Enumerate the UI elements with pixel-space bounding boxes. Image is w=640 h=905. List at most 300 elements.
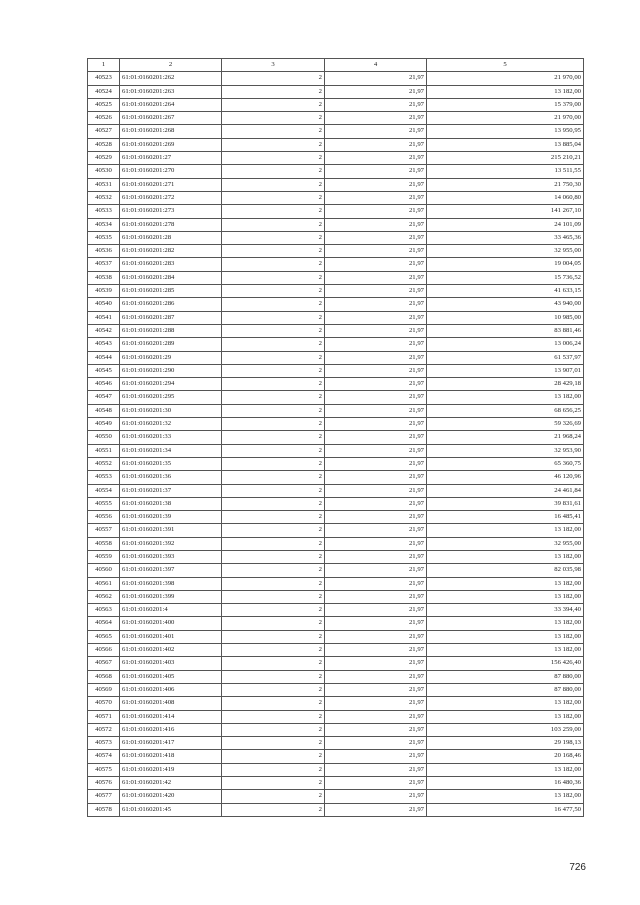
value-cell: 15 736,52 xyxy=(427,271,584,284)
table-row xyxy=(88,723,584,736)
rate-cell: 21,97 xyxy=(325,378,427,391)
cadastral-number-cell: 61:01:0160201:288 xyxy=(120,324,222,337)
value-cell: 13 511,55 xyxy=(427,165,584,178)
row-number-cell: 40559 xyxy=(88,550,120,563)
row-number-cell: 40562 xyxy=(88,590,120,603)
table-row xyxy=(88,231,584,244)
rate-cell: 21,97 xyxy=(325,577,427,590)
row-number-cell: 40556 xyxy=(88,511,120,524)
row-number-cell: 40568 xyxy=(88,670,120,683)
category-cell: 2 xyxy=(222,165,325,178)
rate-cell: 21,97 xyxy=(325,298,427,311)
value-cell: 24 101,09 xyxy=(427,218,584,231)
table-row xyxy=(88,311,584,324)
category-cell: 2 xyxy=(222,457,325,470)
row-number-cell: 40525 xyxy=(88,98,120,111)
cadastral-number-cell: 61:01:0160201:267 xyxy=(120,112,222,125)
table-row xyxy=(88,258,584,271)
cadastral-number-cell: 61:01:0160201:289 xyxy=(120,338,222,351)
row-number-cell: 40575 xyxy=(88,763,120,776)
table-body xyxy=(88,59,584,817)
table-row xyxy=(88,577,584,590)
value-cell: 13 182,00 xyxy=(427,697,584,710)
category-cell: 2 xyxy=(222,803,325,816)
rate-cell: 21,97 xyxy=(325,723,427,736)
header-cell: 1 xyxy=(88,59,120,72)
category-cell: 2 xyxy=(222,670,325,683)
value-cell: 21 970,00 xyxy=(427,72,584,85)
row-number-cell: 40551 xyxy=(88,444,120,457)
category-cell: 2 xyxy=(222,85,325,98)
rate-cell: 21,97 xyxy=(325,444,427,457)
rate-cell: 21,97 xyxy=(325,617,427,630)
cadastral-number-cell: 61:01:0160201:391 xyxy=(120,524,222,537)
value-cell: 13 885,04 xyxy=(427,138,584,151)
row-number-cell: 40558 xyxy=(88,537,120,550)
cadastral-number-cell: 61:01:0160201:290 xyxy=(120,364,222,377)
cadastral-number-cell: 61:01:0160201:282 xyxy=(120,245,222,258)
category-cell: 2 xyxy=(222,404,325,417)
table-row xyxy=(88,777,584,790)
value-cell: 21 968,24 xyxy=(427,431,584,444)
table-row xyxy=(88,404,584,417)
table-row xyxy=(88,803,584,816)
category-cell: 2 xyxy=(222,245,325,258)
row-number-cell: 40534 xyxy=(88,218,120,231)
category-cell: 2 xyxy=(222,550,325,563)
cadastral-number-cell: 61:01:0160201:294 xyxy=(120,378,222,391)
value-cell: 43 940,00 xyxy=(427,298,584,311)
category-cell: 2 xyxy=(222,564,325,577)
rate-cell: 21,97 xyxy=(325,418,427,431)
rate-cell: 21,97 xyxy=(325,683,427,696)
category-cell: 2 xyxy=(222,630,325,643)
rate-cell: 21,97 xyxy=(325,231,427,244)
row-number-cell: 40540 xyxy=(88,298,120,311)
row-number-cell: 40544 xyxy=(88,351,120,364)
table-row xyxy=(88,444,584,457)
rate-cell: 21,97 xyxy=(325,524,427,537)
table-row xyxy=(88,604,584,617)
table-row xyxy=(88,125,584,138)
category-cell: 2 xyxy=(222,258,325,271)
category-cell: 2 xyxy=(222,391,325,404)
row-number-cell: 40571 xyxy=(88,710,120,723)
cadastral-number-cell: 61:01:0160201:414 xyxy=(120,710,222,723)
rate-cell: 21,97 xyxy=(325,497,427,510)
cadastral-number-cell: 61:01:0160201:4 xyxy=(120,604,222,617)
row-number-cell: 40564 xyxy=(88,617,120,630)
table-row xyxy=(88,351,584,364)
table-row xyxy=(88,484,584,497)
rate-cell: 21,97 xyxy=(325,471,427,484)
table-row xyxy=(88,710,584,723)
cadastral-number-cell: 61:01:0160201:38 xyxy=(120,497,222,510)
value-cell: 20 168,46 xyxy=(427,750,584,763)
row-number-cell: 40555 xyxy=(88,497,120,510)
rate-cell: 21,97 xyxy=(325,205,427,218)
category-cell: 2 xyxy=(222,777,325,790)
rate-cell: 21,97 xyxy=(325,511,427,524)
header-cell: 2 xyxy=(120,59,222,72)
category-cell: 2 xyxy=(222,577,325,590)
value-cell: 215 210,21 xyxy=(427,152,584,165)
cadastral-number-cell: 61:01:0160201:262 xyxy=(120,72,222,85)
table-row xyxy=(88,191,584,204)
table-row xyxy=(88,790,584,803)
cadastral-number-cell: 61:01:0160201:406 xyxy=(120,683,222,696)
row-number-cell: 40570 xyxy=(88,697,120,710)
row-number-cell: 40567 xyxy=(88,657,120,670)
value-cell: 16 477,50 xyxy=(427,803,584,816)
category-cell: 2 xyxy=(222,138,325,151)
cadastral-number-cell: 61:01:0160201:402 xyxy=(120,644,222,657)
row-number-cell: 40563 xyxy=(88,604,120,617)
row-number-cell: 40566 xyxy=(88,644,120,657)
row-number-cell: 40523 xyxy=(88,72,120,85)
row-number-cell: 40533 xyxy=(88,205,120,218)
table-row xyxy=(88,218,584,231)
table-row xyxy=(88,630,584,643)
table-row xyxy=(88,298,584,311)
table-row xyxy=(88,271,584,284)
rate-cell: 21,97 xyxy=(325,564,427,577)
rate-cell: 21,97 xyxy=(325,72,427,85)
cadastral-number-cell: 61:01:0160201:30 xyxy=(120,404,222,417)
row-number-cell: 40549 xyxy=(88,418,120,431)
rate-cell: 21,97 xyxy=(325,644,427,657)
category-cell: 2 xyxy=(222,364,325,377)
cadastral-number-cell: 61:01:0160201:269 xyxy=(120,138,222,151)
value-cell: 13 907,01 xyxy=(427,364,584,377)
row-number-cell: 40535 xyxy=(88,231,120,244)
table-row xyxy=(88,205,584,218)
row-number-cell: 40561 xyxy=(88,577,120,590)
cadastral-number-cell: 61:01:0160201:408 xyxy=(120,697,222,710)
value-cell: 39 831,61 xyxy=(427,497,584,510)
value-cell: 28 429,18 xyxy=(427,378,584,391)
rate-cell: 21,97 xyxy=(325,790,427,803)
category-cell: 2 xyxy=(222,152,325,165)
rate-cell: 21,97 xyxy=(325,311,427,324)
row-number-cell: 40548 xyxy=(88,404,120,417)
value-cell: 13 182,00 xyxy=(427,85,584,98)
category-cell: 2 xyxy=(222,298,325,311)
header-row xyxy=(88,59,584,72)
cadastral-number-cell: 61:01:0160201:42 xyxy=(120,777,222,790)
category-cell: 2 xyxy=(222,218,325,231)
value-cell: 46 120,96 xyxy=(427,471,584,484)
row-number-cell: 40565 xyxy=(88,630,120,643)
category-cell: 2 xyxy=(222,431,325,444)
rate-cell: 21,97 xyxy=(325,258,427,271)
category-cell: 2 xyxy=(222,125,325,138)
table-row xyxy=(88,670,584,683)
cadastral-number-cell: 61:01:0160201:418 xyxy=(120,750,222,763)
cadastral-number-cell: 61:01:0160201:29 xyxy=(120,351,222,364)
row-number-cell: 40541 xyxy=(88,311,120,324)
category-cell: 2 xyxy=(222,737,325,750)
category-cell: 2 xyxy=(222,311,325,324)
table-row xyxy=(88,683,584,696)
rate-cell: 21,97 xyxy=(325,191,427,204)
category-cell: 2 xyxy=(222,418,325,431)
row-number-cell: 40526 xyxy=(88,112,120,125)
category-cell: 2 xyxy=(222,790,325,803)
table-row xyxy=(88,98,584,111)
rate-cell: 21,97 xyxy=(325,138,427,151)
table-row xyxy=(88,511,584,524)
category-cell: 2 xyxy=(222,537,325,550)
cadastral-number-cell: 61:01:0160201:400 xyxy=(120,617,222,630)
category-cell: 2 xyxy=(222,710,325,723)
rate-cell: 21,97 xyxy=(325,630,427,643)
row-number-cell: 40550 xyxy=(88,431,120,444)
value-cell: 10 985,00 xyxy=(427,311,584,324)
value-cell: 13 182,00 xyxy=(427,550,584,563)
data-table xyxy=(87,58,584,817)
rate-cell: 21,97 xyxy=(325,657,427,670)
rate-cell: 21,97 xyxy=(325,285,427,298)
table-row xyxy=(88,431,584,444)
rate-cell: 21,97 xyxy=(325,604,427,617)
value-cell: 87 880,00 xyxy=(427,670,584,683)
category-cell: 2 xyxy=(222,444,325,457)
table-row xyxy=(88,285,584,298)
row-number-cell: 40538 xyxy=(88,271,120,284)
row-number-cell: 40572 xyxy=(88,723,120,736)
row-number-cell: 40552 xyxy=(88,457,120,470)
value-cell: 82 035,98 xyxy=(427,564,584,577)
value-cell: 13 006,24 xyxy=(427,338,584,351)
rate-cell: 21,97 xyxy=(325,112,427,125)
row-number-cell: 40546 xyxy=(88,378,120,391)
row-number-cell: 40531 xyxy=(88,178,120,191)
value-cell: 61 537,97 xyxy=(427,351,584,364)
table-row xyxy=(88,537,584,550)
table-row xyxy=(88,391,584,404)
rate-cell: 21,97 xyxy=(325,484,427,497)
table-row xyxy=(88,112,584,125)
category-cell: 2 xyxy=(222,697,325,710)
category-cell: 2 xyxy=(222,471,325,484)
category-cell: 2 xyxy=(222,205,325,218)
value-cell: 14 060,80 xyxy=(427,191,584,204)
cadastral-number-cell: 61:01:0160201:419 xyxy=(120,763,222,776)
row-number-cell: 40573 xyxy=(88,737,120,750)
category-cell: 2 xyxy=(222,723,325,736)
row-number-cell: 40547 xyxy=(88,391,120,404)
cadastral-number-cell: 61:01:0160201:270 xyxy=(120,165,222,178)
value-cell: 141 267,10 xyxy=(427,205,584,218)
cadastral-number-cell: 61:01:0160201:295 xyxy=(120,391,222,404)
cadastral-number-cell: 61:01:0160201:27 xyxy=(120,152,222,165)
rate-cell: 21,97 xyxy=(325,537,427,550)
category-cell: 2 xyxy=(222,484,325,497)
value-cell: 13 182,00 xyxy=(427,617,584,630)
category-cell: 2 xyxy=(222,750,325,763)
rate-cell: 21,97 xyxy=(325,763,427,776)
cadastral-number-cell: 61:01:0160201:417 xyxy=(120,737,222,750)
table-row xyxy=(88,590,584,603)
value-cell: 13 182,00 xyxy=(427,524,584,537)
value-cell: 83 881,46 xyxy=(427,324,584,337)
category-cell: 2 xyxy=(222,617,325,630)
cadastral-number-cell: 61:01:0160201:37 xyxy=(120,484,222,497)
cadastral-number-cell: 61:01:0160201:28 xyxy=(120,231,222,244)
table-row xyxy=(88,657,584,670)
rate-cell: 21,97 xyxy=(325,550,427,563)
cadastral-number-cell: 61:01:0160201:416 xyxy=(120,723,222,736)
rate-cell: 21,97 xyxy=(325,777,427,790)
value-cell: 68 656,25 xyxy=(427,404,584,417)
cadastral-number-cell: 61:01:0160201:271 xyxy=(120,178,222,191)
rate-cell: 21,97 xyxy=(325,351,427,364)
table-row xyxy=(88,152,584,165)
value-cell: 16 480,36 xyxy=(427,777,584,790)
header-cell: 3 xyxy=(222,59,325,72)
category-cell: 2 xyxy=(222,351,325,364)
cadastral-number-cell: 61:01:0160201:268 xyxy=(120,125,222,138)
rate-cell: 21,97 xyxy=(325,431,427,444)
value-cell: 32 955,00 xyxy=(427,245,584,258)
row-number-cell: 40576 xyxy=(88,777,120,790)
table-row xyxy=(88,338,584,351)
category-cell: 2 xyxy=(222,231,325,244)
value-cell: 29 198,13 xyxy=(427,737,584,750)
row-number-cell: 40532 xyxy=(88,191,120,204)
cadastral-number-cell: 61:01:0160201:35 xyxy=(120,457,222,470)
category-cell: 2 xyxy=(222,72,325,85)
rate-cell: 21,97 xyxy=(325,737,427,750)
table-row xyxy=(88,524,584,537)
category-cell: 2 xyxy=(222,604,325,617)
table-row xyxy=(88,364,584,377)
table-row xyxy=(88,763,584,776)
value-cell: 87 880,00 xyxy=(427,683,584,696)
table-row xyxy=(88,697,584,710)
rate-cell: 21,97 xyxy=(325,125,427,138)
cadastral-number-cell: 61:01:0160201:397 xyxy=(120,564,222,577)
category-cell: 2 xyxy=(222,657,325,670)
cadastral-number-cell: 61:01:0160201:401 xyxy=(120,630,222,643)
cadastral-number-cell: 61:01:0160201:403 xyxy=(120,657,222,670)
rate-cell: 21,97 xyxy=(325,85,427,98)
cadastral-number-cell: 61:01:0160201:392 xyxy=(120,537,222,550)
value-cell: 21 970,00 xyxy=(427,112,584,125)
value-cell: 103 259,00 xyxy=(427,723,584,736)
row-number-cell: 40545 xyxy=(88,364,120,377)
row-number-cell: 40524 xyxy=(88,85,120,98)
cadastral-number-cell: 61:01:0160201:39 xyxy=(120,511,222,524)
header-cell: 4 xyxy=(325,59,427,72)
rate-cell: 21,97 xyxy=(325,457,427,470)
category-cell: 2 xyxy=(222,524,325,537)
table-row xyxy=(88,245,584,258)
cadastral-number-cell: 61:01:0160201:272 xyxy=(120,191,222,204)
table-row xyxy=(88,138,584,151)
category-cell: 2 xyxy=(222,644,325,657)
value-cell: 19 004,05 xyxy=(427,258,584,271)
value-cell: 13 182,00 xyxy=(427,644,584,657)
rate-cell: 21,97 xyxy=(325,324,427,337)
row-number-cell: 40578 xyxy=(88,803,120,816)
rate-cell: 21,97 xyxy=(325,152,427,165)
value-cell: 33 465,36 xyxy=(427,231,584,244)
cadastral-number-cell: 61:01:0160201:405 xyxy=(120,670,222,683)
page-number: 726 xyxy=(569,862,586,873)
rate-cell: 21,97 xyxy=(325,338,427,351)
table-row xyxy=(88,178,584,191)
cadastral-number-cell: 61:01:0160201:263 xyxy=(120,85,222,98)
category-cell: 2 xyxy=(222,271,325,284)
value-cell: 65 360,75 xyxy=(427,457,584,470)
row-number-cell: 40557 xyxy=(88,524,120,537)
table-row xyxy=(88,497,584,510)
value-cell: 13 950,95 xyxy=(427,125,584,138)
row-number-cell: 40560 xyxy=(88,564,120,577)
category-cell: 2 xyxy=(222,324,325,337)
category-cell: 2 xyxy=(222,683,325,696)
table-row xyxy=(88,644,584,657)
value-cell: 41 633,15 xyxy=(427,285,584,298)
rate-cell: 21,97 xyxy=(325,697,427,710)
category-cell: 2 xyxy=(222,112,325,125)
category-cell: 2 xyxy=(222,590,325,603)
cadastral-number-cell: 61:01:0160201:45 xyxy=(120,803,222,816)
value-cell: 13 182,00 xyxy=(427,790,584,803)
value-cell: 13 182,00 xyxy=(427,710,584,723)
value-cell: 15 379,00 xyxy=(427,98,584,111)
rate-cell: 21,97 xyxy=(325,364,427,377)
category-cell: 2 xyxy=(222,763,325,776)
value-cell: 13 182,00 xyxy=(427,391,584,404)
value-cell: 21 750,30 xyxy=(427,178,584,191)
rate-cell: 21,97 xyxy=(325,245,427,258)
rate-cell: 21,97 xyxy=(325,271,427,284)
cadastral-number-cell: 61:01:0160201:34 xyxy=(120,444,222,457)
value-cell: 13 182,00 xyxy=(427,630,584,643)
cadastral-number-cell: 61:01:0160201:273 xyxy=(120,205,222,218)
table-row xyxy=(88,550,584,563)
table-row xyxy=(88,72,584,85)
category-cell: 2 xyxy=(222,511,325,524)
cadastral-number-cell: 61:01:0160201:32 xyxy=(120,418,222,431)
table-row xyxy=(88,165,584,178)
cadastral-number-cell: 61:01:0160201:420 xyxy=(120,790,222,803)
cadastral-number-cell: 61:01:0160201:264 xyxy=(120,98,222,111)
row-number-cell: 40530 xyxy=(88,165,120,178)
row-number-cell: 40528 xyxy=(88,138,120,151)
category-cell: 2 xyxy=(222,178,325,191)
row-number-cell: 40569 xyxy=(88,683,120,696)
category-cell: 2 xyxy=(222,338,325,351)
value-cell: 32 953,90 xyxy=(427,444,584,457)
row-number-cell: 40542 xyxy=(88,324,120,337)
cadastral-number-cell: 61:01:0160201:285 xyxy=(120,285,222,298)
value-cell: 156 426,40 xyxy=(427,657,584,670)
value-cell: 13 182,00 xyxy=(427,577,584,590)
rate-cell: 21,97 xyxy=(325,391,427,404)
row-number-cell: 40554 xyxy=(88,484,120,497)
row-number-cell: 40527 xyxy=(88,125,120,138)
cadastral-number-cell: 61:01:0160201:286 xyxy=(120,298,222,311)
rate-cell: 21,97 xyxy=(325,590,427,603)
row-number-cell: 40553 xyxy=(88,471,120,484)
cadastral-number-cell: 61:01:0160201:36 xyxy=(120,471,222,484)
value-cell: 59 326,69 xyxy=(427,418,584,431)
category-cell: 2 xyxy=(222,191,325,204)
